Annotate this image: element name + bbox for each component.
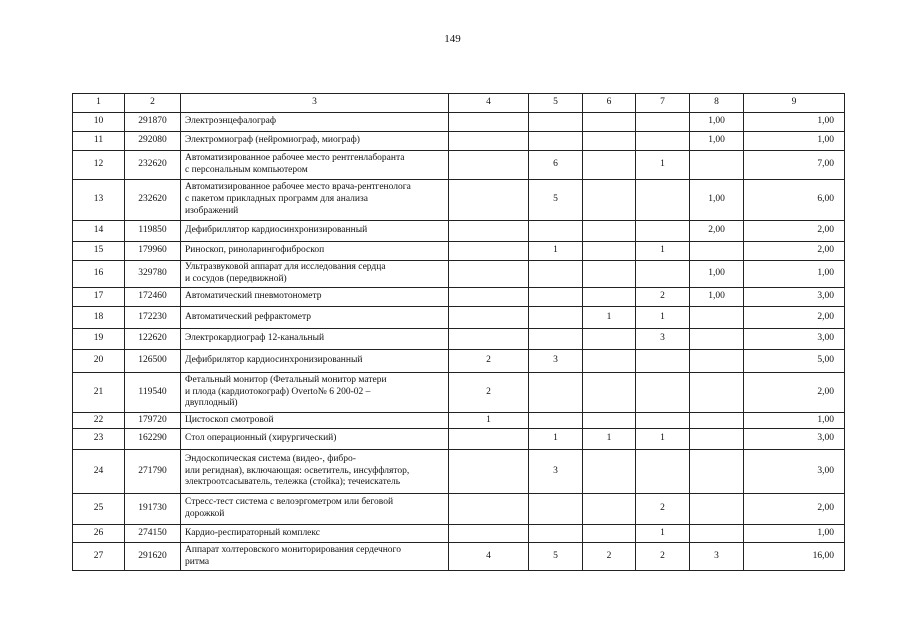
col-5-value xyxy=(529,288,583,307)
equipment-name xyxy=(181,525,449,543)
table-body xyxy=(73,94,845,571)
col-6-value xyxy=(583,494,636,525)
col-6-value xyxy=(583,350,636,373)
equipment-code: 172230 xyxy=(125,307,181,329)
equipment-code: 179720 xyxy=(125,413,181,429)
col-7-value xyxy=(636,413,690,429)
row-number: 15 xyxy=(73,242,125,261)
total-value: 1,00 xyxy=(744,132,845,151)
table-row xyxy=(73,307,845,329)
equipment-name xyxy=(181,413,449,429)
col-8-value xyxy=(690,373,744,413)
col-6-value xyxy=(583,373,636,413)
equipment-name-line: Автоматизированное рабочее место врача-рентгенолога xyxy=(185,182,411,193)
col-7-value xyxy=(636,113,690,132)
col-7-value xyxy=(636,221,690,242)
total-value: 16,00 xyxy=(744,543,845,571)
equipment-code: 119540 xyxy=(125,373,181,413)
equipment-table xyxy=(72,93,845,571)
col-4-value xyxy=(449,132,529,151)
total-value: 1,00 xyxy=(744,113,845,132)
col-8-value: 2,00 xyxy=(690,221,744,242)
col-6-value: 2 xyxy=(583,543,636,571)
col-8-value: 1,00 xyxy=(690,261,744,288)
row-number: 21 xyxy=(73,373,125,413)
equipment-name xyxy=(181,288,449,307)
equipment-name-line: изображений xyxy=(185,205,239,216)
col-4-value: 2 xyxy=(449,350,529,373)
equipment-name xyxy=(181,494,449,525)
equipment-code: 191730 xyxy=(125,494,181,525)
equipment-name xyxy=(181,132,449,151)
col-8-value: 1,00 xyxy=(690,113,744,132)
total-value: 5,00 xyxy=(744,350,845,373)
equipment-code: 126500 xyxy=(125,350,181,373)
total-value: 2,00 xyxy=(744,307,845,329)
table-row xyxy=(73,113,845,132)
equipment-name-line: Электрокардиограф 12-канальный xyxy=(185,333,325,344)
col-4-value: 2 xyxy=(449,373,529,413)
col-8-value xyxy=(690,429,744,450)
equipment-name-line: и сосудов (передвижной) xyxy=(185,274,287,284)
total-value: 3,00 xyxy=(744,288,845,307)
col-5-value: 1 xyxy=(529,429,583,450)
col-8-value xyxy=(690,307,744,329)
col-5-value: 5 xyxy=(529,180,583,221)
row-number: 25 xyxy=(73,494,125,525)
col-4-value xyxy=(449,180,529,221)
col-5-value xyxy=(529,261,583,288)
equipment-code: 329780 xyxy=(125,261,181,288)
col-8-value xyxy=(690,242,744,261)
col-6-value xyxy=(583,261,636,288)
equipment-name-line: Цистоскоп смотровой xyxy=(185,414,274,425)
col-7-value: 1 xyxy=(636,307,690,329)
col-8-value: 3 xyxy=(690,543,744,571)
col-8-value: 1,00 xyxy=(690,180,744,221)
col-5-value xyxy=(529,413,583,429)
column-header: 5 xyxy=(529,94,583,113)
col-6-value xyxy=(583,329,636,350)
col-7-value: 1 xyxy=(636,525,690,543)
col-6-value: 1 xyxy=(583,429,636,450)
col-5-value: 1 xyxy=(529,242,583,261)
equipment-code: 232620 xyxy=(125,180,181,221)
equipment-name xyxy=(181,113,449,132)
total-value: 1,00 xyxy=(744,261,845,288)
row-number: 27 xyxy=(73,543,125,571)
column-header: 9 xyxy=(744,94,845,113)
col-4-value xyxy=(449,429,529,450)
row-number: 12 xyxy=(73,151,125,180)
table-row xyxy=(73,329,845,350)
equipment-name-line: Стресс-тест система с велоэргометром или беговой xyxy=(185,497,394,508)
row-number: 20 xyxy=(73,350,125,373)
col-8-value xyxy=(690,494,744,525)
col-5-value: 3 xyxy=(529,450,583,494)
col-4-value xyxy=(449,151,529,180)
col-6-value xyxy=(583,450,636,494)
equipment-name xyxy=(181,307,449,329)
col-6-value xyxy=(583,525,636,543)
col-7-value: 1 xyxy=(636,151,690,180)
row-number: 26 xyxy=(73,525,125,543)
equipment-name xyxy=(181,373,449,413)
col-7-value: 2 xyxy=(636,494,690,525)
column-header: 1 xyxy=(73,94,125,113)
col-6-value xyxy=(583,221,636,242)
row-number: 24 xyxy=(73,450,125,494)
col-4-value xyxy=(449,450,529,494)
col-5-value xyxy=(529,525,583,543)
col-4-value xyxy=(449,221,529,242)
table-row xyxy=(73,221,845,242)
equipment-code: 162290 xyxy=(125,429,181,450)
equipment-name-line: Риноскоп, риноларингофиброскоп xyxy=(185,245,325,256)
col-8-value: 1,00 xyxy=(690,288,744,307)
row-number: 16 xyxy=(73,261,125,288)
equipment-name xyxy=(181,180,449,221)
column-header: 2 xyxy=(125,94,181,113)
total-value: 1,00 xyxy=(744,413,845,429)
table-row xyxy=(73,543,845,571)
row-number: 17 xyxy=(73,288,125,307)
table-row xyxy=(73,180,845,221)
equipment-name-line: Электромиограф (нейромиограф, миограф) xyxy=(185,135,360,146)
total-value: 3,00 xyxy=(744,450,845,494)
col-7-value: 1 xyxy=(636,242,690,261)
col-8-value xyxy=(690,151,744,180)
equipment-name xyxy=(181,543,449,571)
col-5-value xyxy=(529,373,583,413)
header-row xyxy=(73,94,845,113)
equipment-name-line: двуплодный) xyxy=(185,398,238,409)
page-number: 149 xyxy=(444,33,461,45)
equipment-name-line: и плода (кардиотокограф) Overto№ 6 200-02 – xyxy=(185,386,371,397)
column-header: 4 xyxy=(449,94,529,113)
total-value: 3,00 xyxy=(744,329,845,350)
equipment-name-line: или регидная), включающая: осветитель, инсуффлятор, xyxy=(185,465,410,476)
equipment-name-line: Аппарат холтеровского мониторирования сердечного xyxy=(185,544,401,555)
equipment-name xyxy=(181,261,449,288)
col-8-value xyxy=(690,450,744,494)
col-5-value xyxy=(529,329,583,350)
table-row xyxy=(73,261,845,288)
equipment-name-line: Автоматический рефрактометр xyxy=(185,311,312,322)
equipment-name xyxy=(181,151,449,180)
col-8-value xyxy=(690,413,744,429)
col-4-value xyxy=(449,494,529,525)
col-6-value xyxy=(583,132,636,151)
col-8-value: 1,00 xyxy=(690,132,744,151)
col-8-value xyxy=(690,525,744,543)
col-7-value xyxy=(636,261,690,288)
row-number: 23 xyxy=(73,429,125,450)
equipment-name-line: Кардио-респираторный комплекс xyxy=(185,527,320,538)
col-5-value xyxy=(529,221,583,242)
col-6-value: 1 xyxy=(583,307,636,329)
row-number: 19 xyxy=(73,329,125,350)
column-header: 3 xyxy=(181,94,449,113)
table-row xyxy=(73,413,845,429)
col-7-value: 2 xyxy=(636,543,690,571)
equipment-name-line: Электроэнцефалограф xyxy=(185,116,277,127)
total-value: 2,00 xyxy=(744,494,845,525)
equipment-name-line: с пакетом прикладных программ для анализа xyxy=(185,194,368,205)
total-value: 2,00 xyxy=(744,242,845,261)
col-4-value xyxy=(449,329,529,350)
table-row xyxy=(73,450,845,494)
table-row xyxy=(73,242,845,261)
col-6-value xyxy=(583,180,636,221)
equipment-code: 179960 xyxy=(125,242,181,261)
col-5-value: 3 xyxy=(529,350,583,373)
col-5-value xyxy=(529,307,583,329)
row-number: 14 xyxy=(73,221,125,242)
row-number: 13 xyxy=(73,180,125,221)
equipment-code: 271790 xyxy=(125,450,181,494)
col-4-value: 1 xyxy=(449,413,529,429)
equipment-name-line: Дефибрилятор кардиосинхронизированный xyxy=(185,355,363,366)
col-6-value xyxy=(583,413,636,429)
equipment-name xyxy=(181,242,449,261)
equipment-name-line: Автоматизированное рабочее место рентгенлаборанта xyxy=(185,153,405,164)
row-number: 18 xyxy=(73,307,125,329)
col-7-value: 2 xyxy=(636,288,690,307)
total-value: 2,00 xyxy=(744,373,845,413)
equipment-name-line: электроотсасыватель, тележка (стойка); течеискатель xyxy=(185,477,401,488)
col-4-value xyxy=(449,261,529,288)
equipment-code: 291870 xyxy=(125,113,181,132)
equipment-code: 291620 xyxy=(125,543,181,571)
col-6-value xyxy=(583,113,636,132)
total-value: 1,00 xyxy=(744,525,845,543)
equipment-name-line: Ультразвуковой аппарат для исследования сердца xyxy=(185,262,386,273)
column-header: 8 xyxy=(690,94,744,113)
equipment-name-line: Автоматический пневмотонометр xyxy=(185,291,322,302)
col-8-value xyxy=(690,350,744,373)
equipment-name-line: Дефибриллятор кардиосинхронизированный xyxy=(185,225,368,236)
col-7-value xyxy=(636,373,690,413)
table-row xyxy=(73,132,845,151)
equipment-code: 274150 xyxy=(125,525,181,543)
column-header: 7 xyxy=(636,94,690,113)
total-value: 3,00 xyxy=(744,429,845,450)
col-7-value xyxy=(636,180,690,221)
equipment-name-line: Фетальный монитор (Фетальный монитор матери xyxy=(185,374,387,385)
table-row xyxy=(73,373,845,413)
col-4-value xyxy=(449,288,529,307)
col-5-value: 6 xyxy=(529,151,583,180)
equipment-name xyxy=(181,350,449,373)
equipment-name-line: Эндоскопическая система (видео-, фибро- xyxy=(185,453,356,464)
equipment-name xyxy=(181,221,449,242)
col-4-value xyxy=(449,307,529,329)
total-value: 2,00 xyxy=(744,221,845,242)
col-5-value xyxy=(529,113,583,132)
equipment-name xyxy=(181,429,449,450)
col-5-value xyxy=(529,132,583,151)
col-5-value xyxy=(529,494,583,525)
table-row xyxy=(73,151,845,180)
col-4-value xyxy=(449,525,529,543)
col-7-value: 3 xyxy=(636,329,690,350)
equipment-code: 232620 xyxy=(125,151,181,180)
col-6-value xyxy=(583,151,636,180)
row-number: 11 xyxy=(73,132,125,151)
table-row xyxy=(73,494,845,525)
equipment-code: 292080 xyxy=(125,132,181,151)
equipment-code: 122620 xyxy=(125,329,181,350)
col-4-value: 4 xyxy=(449,543,529,571)
table-row xyxy=(73,350,845,373)
row-number: 10 xyxy=(73,113,125,132)
column-header: 6 xyxy=(583,94,636,113)
col-4-value xyxy=(449,242,529,261)
equipment-code: 119850 xyxy=(125,221,181,242)
equipment-name-line: ритма xyxy=(185,556,210,567)
col-8-value xyxy=(690,329,744,350)
equipment-name-line: с персональным компьютером xyxy=(185,165,308,175)
equipment-code: 172460 xyxy=(125,288,181,307)
col-7-value: 1 xyxy=(636,429,690,450)
equipment-name xyxy=(181,329,449,350)
table-row xyxy=(73,525,845,543)
col-6-value xyxy=(583,288,636,307)
equipment-name-line: Стол операционный (хирургический) xyxy=(185,433,337,444)
col-7-value xyxy=(636,350,690,373)
total-value: 7,00 xyxy=(744,151,845,180)
equipment-name xyxy=(181,450,449,494)
total-value: 6,00 xyxy=(744,180,845,221)
table-row xyxy=(73,288,845,307)
row-number: 22 xyxy=(73,413,125,429)
col-7-value xyxy=(636,132,690,151)
col-5-value: 5 xyxy=(529,543,583,571)
col-6-value xyxy=(583,242,636,261)
col-4-value xyxy=(449,113,529,132)
equipment-name-line: дорожкой xyxy=(185,509,225,519)
col-7-value xyxy=(636,450,690,494)
table-row xyxy=(73,429,845,450)
